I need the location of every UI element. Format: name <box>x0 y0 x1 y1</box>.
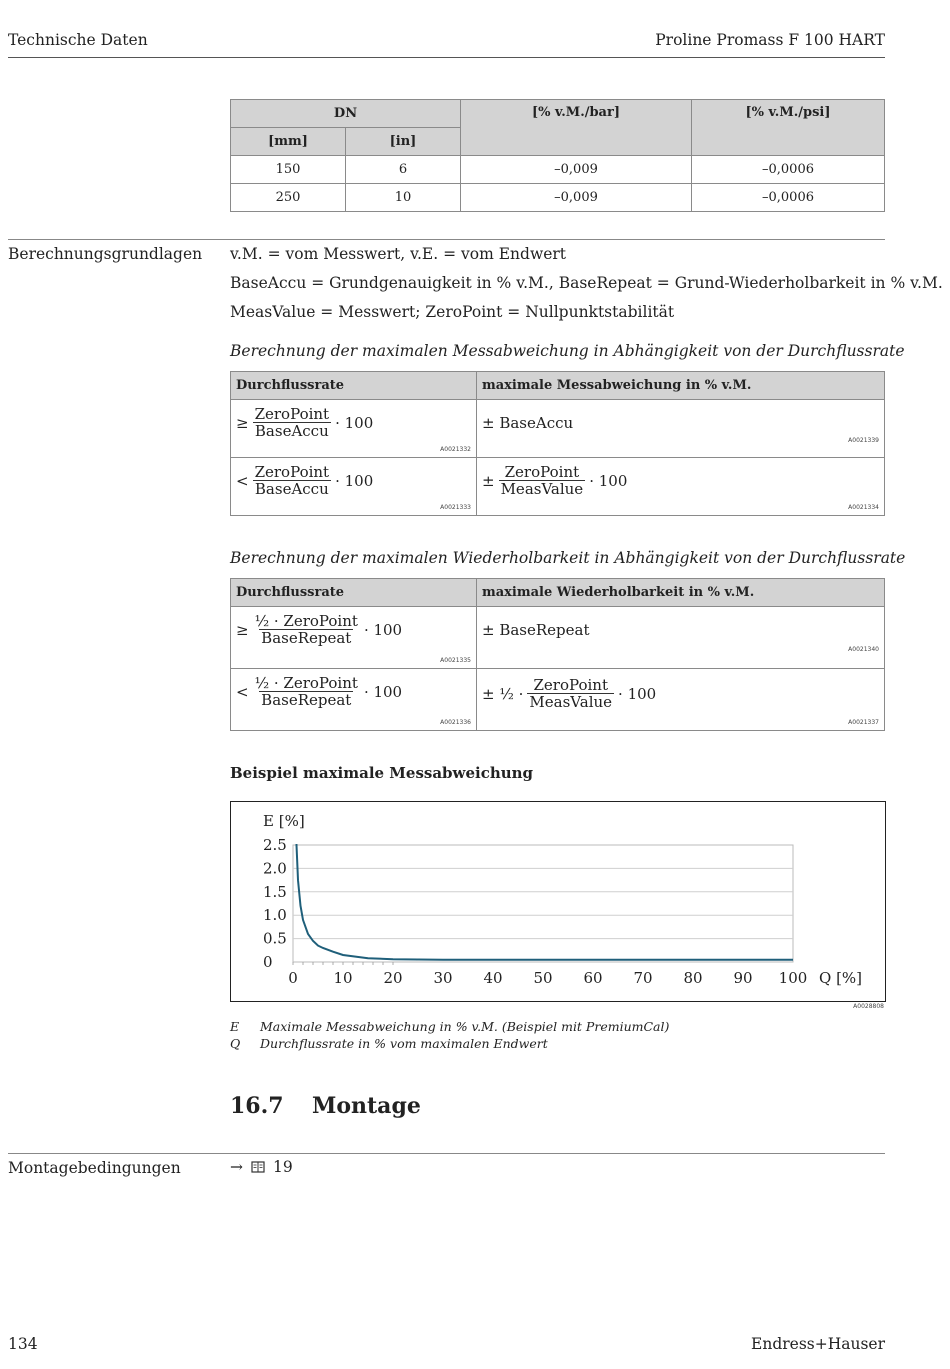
result-formula <box>482 677 656 710</box>
figure-code: A0021340 <box>848 646 879 653</box>
multiplier: · 100 <box>363 682 403 701</box>
col-max-repeatability: maximale Wiederholbarkeit in % v.M. <box>477 579 885 607</box>
x-tick-label: 80 <box>683 969 703 987</box>
repeat-heading: Berechnung der maximalen Wiederholbarkeit in Abhängigkeit von der Durchflussrate <box>230 549 906 567</box>
table-row <box>231 669 885 731</box>
fraction <box>253 613 360 646</box>
figure-code: A0021335 <box>440 657 471 664</box>
figure-code: A0028808 <box>853 1003 884 1010</box>
x-tick-label: 30 <box>433 969 453 987</box>
fraction <box>527 677 614 710</box>
figure-code: A0021339 <box>848 437 879 444</box>
y-tick-label: 1.5 <box>263 882 287 901</box>
table-row <box>231 458 885 516</box>
denominator: MeasValue <box>529 693 613 711</box>
legend-item <box>230 1019 669 1034</box>
col-max-deviation: maximale Messabweichung in % v.M. <box>477 372 885 400</box>
numerator: ZeroPoint <box>533 676 608 694</box>
y-tick-label: 1.0 <box>263 906 287 925</box>
result-prefix: ± BaseAccu <box>482 414 574 432</box>
header-divider <box>8 57 885 58</box>
cell-psi: –0,0006 <box>692 156 885 184</box>
figure-code: A0021337 <box>848 719 879 726</box>
col-flow-rate: Durchflussrate <box>231 579 477 607</box>
y-tick-label: 0.5 <box>263 929 287 948</box>
x-tick-label: 90 <box>733 969 753 987</box>
x-tick-label: 60 <box>583 969 603 987</box>
legend-text: Durchflussrate in % vom maximalen Endwert <box>260 1036 548 1051</box>
cell-mm: 150 <box>231 156 346 184</box>
repeat-table <box>230 578 885 731</box>
section-divider <box>8 1153 885 1154</box>
x-axis-label: Q [%] <box>819 969 863 987</box>
multiplier: · 100 <box>589 471 628 490</box>
legend-text: Maximale Messabweichung in % v.M. (Beispiel mit PremiumCal) <box>260 1019 670 1034</box>
denominator: BaseRepeat <box>261 691 352 709</box>
numerator: ZeroPoint <box>254 463 330 481</box>
fraction <box>253 406 332 439</box>
legend-key: Q <box>230 1036 241 1051</box>
fraction <box>253 675 360 708</box>
plot-area <box>293 845 793 962</box>
legend-item <box>230 1036 548 1051</box>
table-row <box>231 400 885 458</box>
comparison-symbol: < <box>236 471 249 490</box>
figure-code: A0021332 <box>440 446 471 453</box>
x-tick-label: 20 <box>383 969 403 987</box>
multiplier: · 100 <box>335 471 374 490</box>
formula <box>236 613 402 646</box>
cell-bar: –0,009 <box>461 156 692 184</box>
result-formula <box>482 464 627 497</box>
x-tick-label: 0 <box>288 969 298 987</box>
basis-line-1: v.M. = vom Messwert, v.E. = vom Endwert <box>230 245 567 263</box>
formula <box>236 406 373 439</box>
x-tick-label: 40 <box>483 969 503 987</box>
mm-header: [mm] <box>231 128 346 156</box>
header-product-title: Proline Promass F 100 HART <box>655 31 885 49</box>
mount-reference-link[interactable] <box>230 1158 293 1176</box>
cell-in: 10 <box>346 184 461 212</box>
table-row <box>231 156 885 184</box>
accuracy-heading: Berechnung der maximalen Messabweichung in Abhängigkeit von der Durchflussrate <box>230 342 905 360</box>
basis-label: Berechnungsgrundlagen <box>8 245 203 263</box>
figure-code: A0021333 <box>440 504 471 511</box>
fraction <box>499 464 586 497</box>
x-tick-label: 50 <box>533 969 553 987</box>
multiplier: · 100 <box>363 620 403 639</box>
arrow-right-icon: → <box>230 1158 243 1176</box>
cell-psi: –0,0006 <box>692 184 885 212</box>
page-reference: 19 <box>273 1158 293 1176</box>
series-line <box>296 845 794 960</box>
denominator: BaseAccu <box>254 480 329 498</box>
mount-label: Montagebedingungen <box>8 1159 181 1177</box>
section-title: Montage <box>312 1093 421 1119</box>
section-divider <box>8 239 885 240</box>
example-title: Beispiel maximale Messabweichung <box>230 764 534 782</box>
legend-key: E <box>230 1019 240 1034</box>
basis-line-2: BaseAccu = Grundgenauigkeit in % v.M., BaseRepeat = Grund-Wiederholbarkeit in % v.M. <box>230 274 943 292</box>
accuracy-table <box>230 371 885 516</box>
in-header: [in] <box>346 128 461 156</box>
denominator: BaseAccu <box>254 422 329 440</box>
cell-mm: 250 <box>231 184 346 212</box>
x-tick-label: 100 <box>778 969 808 987</box>
result-prefix: ± ½ · <box>482 684 524 703</box>
cell-bar: –0,009 <box>461 184 692 212</box>
section-number: 16.7 <box>230 1093 284 1119</box>
dn-header: DN <box>231 100 461 128</box>
figure-code: A0021334 <box>848 504 879 511</box>
y-tick-label: 0 <box>263 953 273 971</box>
header-section-title: Technische Daten <box>8 31 148 49</box>
numerator: ZeroPoint <box>504 463 580 481</box>
y-axis-label: E [%] <box>263 812 305 830</box>
result-prefix: ± BaseRepeat <box>482 621 590 639</box>
brand-name: Endress+Hauser <box>751 1335 885 1353</box>
dn-pressure-table <box>230 99 885 212</box>
max-deviation-chart <box>231 802 885 1001</box>
bar-header: [% v.M./bar] <box>461 100 692 156</box>
figure-code: A0021336 <box>440 719 471 726</box>
chart-frame <box>230 801 886 1002</box>
comparison-symbol: < <box>236 682 249 701</box>
result-formula <box>482 414 573 432</box>
comparison-symbol: ≥ <box>236 413 249 432</box>
y-tick-label: 2.5 <box>263 836 287 854</box>
denominator: BaseRepeat <box>261 629 352 647</box>
numerator: ½ · ZeroPoint <box>254 612 358 630</box>
formula <box>236 464 373 497</box>
numerator: ZeroPoint <box>254 405 330 423</box>
table-row <box>231 184 885 212</box>
numerator: ½ · ZeroPoint <box>254 674 358 692</box>
multiplier: · 100 <box>618 684 657 703</box>
cell-in: 6 <box>346 156 461 184</box>
psi-header: [% v.M./psi] <box>692 100 885 156</box>
book-icon <box>251 1160 265 1174</box>
comparison-symbol: ≥ <box>236 620 249 639</box>
denominator: MeasValue <box>500 480 584 498</box>
formula <box>236 675 402 708</box>
table-row <box>231 607 885 669</box>
basis-line-3: MeasValue = Messwert; ZeroPoint = Nullpunktstabilität <box>230 303 675 321</box>
x-tick-label: 10 <box>333 969 353 987</box>
fraction <box>253 464 332 497</box>
result-prefix: ± <box>482 471 495 490</box>
result-formula <box>482 621 590 639</box>
col-flow-rate: Durchflussrate <box>231 372 477 400</box>
x-tick-label: 70 <box>633 969 653 987</box>
page-number: 134 <box>8 1335 38 1353</box>
y-tick-label: 2.0 <box>263 859 287 878</box>
multiplier: · 100 <box>335 413 374 432</box>
